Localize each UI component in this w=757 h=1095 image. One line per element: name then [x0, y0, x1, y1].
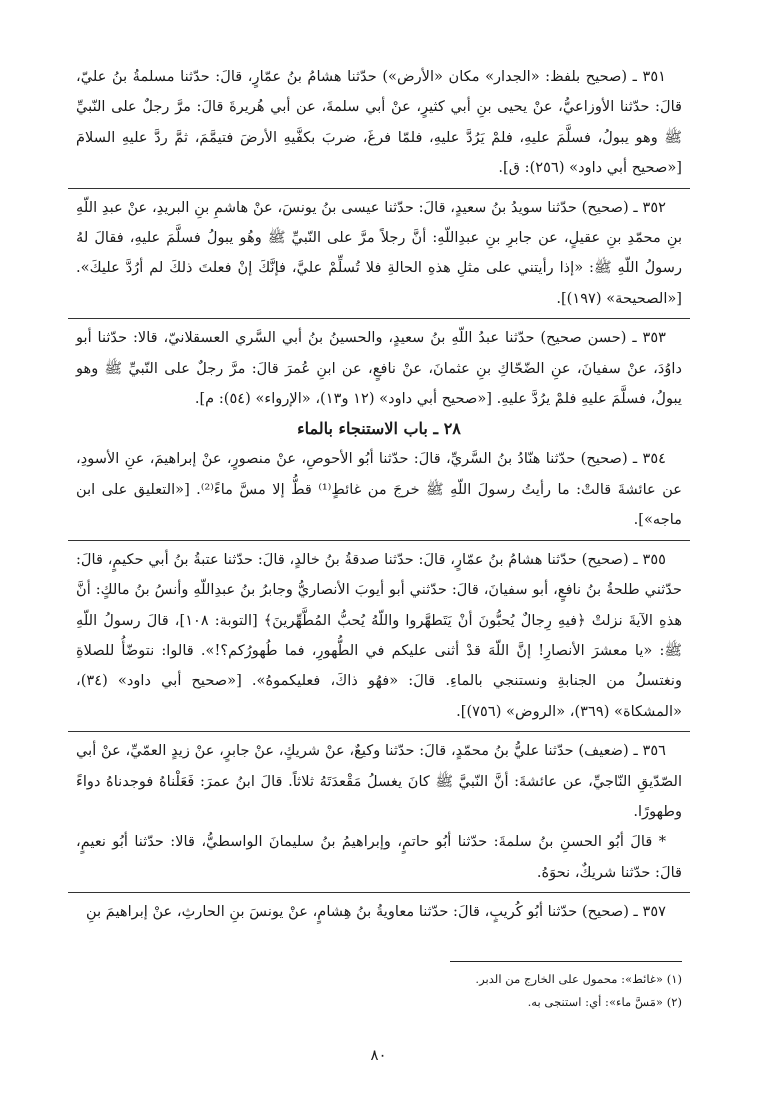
- divider: [68, 731, 690, 732]
- footnote-2: (٢) «مَسَّ ماء»: أي: استنجى به.: [527, 995, 682, 1009]
- footnotes: [76, 968, 682, 1014]
- hadith-352: ٣٥٢ ـ (صحيح) حدّثنا سويدُ بنُ سعيدٍ، قالَ: حدّثنا عيسى بنُ يونسَ، عنْ هاشمِ بنِ البريدِ، عنْ عبدِ اللّهِ بنِ محمّدِ بنِ عقيلٍ، عن جابرِ بنِ عبدِاللّهِ: أنَّ رجلاً مرَّ على النّبيِّ ﷺ وهُو يبولُ فسلَّمَ عليهِ، فقالَ لهُ رسولُ اللّهِ ﷺ: «إذا رأيتني على مثلِ هذهِ الحالةِ فلا تُسلِّمْ عليَّ، فإنَّكَ إنْ فعلتَ ذلكَ لم أرُدَّ عليكَ». [«الصحيحة» (١٩٧)].: [76, 198, 682, 307]
- divider: [68, 892, 690, 893]
- divider: [68, 540, 690, 541]
- hadith-354: ٣٥٤ ـ (صحيح) حدّثنا هنّادُ بنُ السَّريِّ، قالَ: حدّثنا أبُو الأحوصِ، عنْ منصورٍ، عنْ إبراهيمَ، عنِ الأسودِ، عن عائشةَ قالتْ: ما رأيتُ رسولَ اللّهِ ﷺ خرجَ من غائطٍ⁽¹⁾ قطُّ إلا مسَّ ماءً⁽²⁾. [«التعليق على ابن ماجه»].: [76, 450, 683, 529]
- footnote-separator: [450, 961, 682, 962]
- divider: [68, 318, 690, 319]
- page-number: ٨٠: [370, 1046, 387, 1064]
- divider: [68, 188, 690, 189]
- footnote-1: (١) «غائط»: محمول على الخارج من الدبر.: [475, 972, 682, 986]
- hadith-357: ٣٥٧ ـ (صحيح) حدّثنا أبُو كُريبٍ، قالَ: حدّثنا معاويةُ بنُ هِشامٍ، عنْ يونسَ بنِ الحارثِ، عنْ إبراهيمَ بنِ: [85, 903, 666, 921]
- hadith-356: ٣٥٦ ـ (ضعيف) حدّثنا عليُّ بنُ محمّدٍ، قالَ: حدّثنا وكيعٌ، عنْ شريكٍ، عنْ جابرٍ، عنْ زيدٍ العمّيِّ، عنْ أبي الصّدّيقِ النّاجيِّ، عن عائشةَ: أنَّ النّبيَّ ﷺ كانَ يغسلُ مَقْعدَتَهُ ثلاثاً. قالَ ابنُ عمرَ: فَعَلْناهُ فوجدناهُ دواءً وطهورًا.: [76, 742, 682, 820]
- hadith-353: ٣٥٣ ـ (حسن صحيح) حدّثنا عبدُ اللّهِ بنُ سعيدٍ، والحسينُ بنُ أبي السَّري العسقلانيّ، قالا: حدّثنا أبو داوُدَ، عنْ سفيانَ، عنِ الضّحّاكِ بنِ عثمانَ، عنْ نافعٍ، عن ابنِ عُمرَ قالَ: مرَّ رجلٌ على النّبيِّ ﷺ وهو يبولُ، فسلَّمَ عليهِ فلمْ يرُدَّ عليهِ. [«صحيح أبي داود» (١٢ و١٣)، «الإرواء» (٥٤): م].: [76, 329, 682, 408]
- narration-note: * قالَ أبُو الحسنِ بنُ سلمةَ: حدّثنا أبُو حاتمٍ، وإبراهيمُ بنُ سليمانَ الواسطيُّ، قالا: حدّثنا أبُو نعيمٍ، قالَ: حدّثنا شريكٌ، نحوَهُ.: [76, 833, 682, 881]
- chapter-heading: ٢٨ ـ باب الاستنجاء بالماء: [297, 419, 461, 439]
- hadith-355: ٣٥٥ ـ (صحيح) حدّثنا هشامُ بنُ عمّارٍ، قالَ: حدّثنا صدقةُ بنُ خالدٍ، قالَ: حدّثنا عتبةُ بنُ أبي حكيمٍ، قالَ: حدّثني طلحةُ بنُ نافعٍ، أبو سفيانَ، قالَ: حدّثني أبو أيوبَ الأنصاريُّ وجابرُ بنُ عبدِاللّهِ وأنسُ بنُ مالكٍ: أنَّ هذهِ الآيةَ نزلتْ ﴿فيهِ رِجالٌ يُحبُّونَ أنْ يَتَطهَّروا واللّهُ يُحبُّ المُطَّهِّرينَ﴾ [التوبة: ١٠٨]، قالَ رسولُ اللّهِ ﷺ: «يا معشرَ الأنصارِ! إنَّ اللّهَ قدْ أثنى عليكم في الطُّهورِ، فما طُهورُكم؟!». قالوا: نتوضّأُ للصلاةِ ونغتسلُ من الجنابةِ ونستنجي بالماءِ. قالَ: «فهُو ذاكَ، فعليكموهُ». [«صحيح أبي داود» (٣٤)، «المشكاة» (٣٦٩)، «الروض» (٧٥٦)].: [76, 550, 683, 720]
- page-body: [76, 62, 682, 928]
- hadith-351: ٣٥١ ـ (صحيح بلفظ: «الجدار» مكان «الأرض») حدّثنا هشامُ بنُ عمّارٍ، قالَ: حدّثنا مسلمةُ بنُ عليّ، قالَ: حدّثنا الأوزاعيُّ، عنْ يحيى بنِ أبي كثيرٍ، عنْ أبي سلمةَ، عن أبي هُريرةَ قالَ: مرَّ رجلٌ على النّبيِّ ﷺ وهو يبولُ، فسلَّمَ عليهِ، فلمْ يَرُدَّ عليهِ، فلمّا فرغَ، ضربَ بكفَّيهِ الأرضَ فتيمَّمَ، ثمَّ ردَّ عليهِ السلامَ [«صحيح أبي داود» (٢٥٦): ق].: [76, 68, 682, 177]
